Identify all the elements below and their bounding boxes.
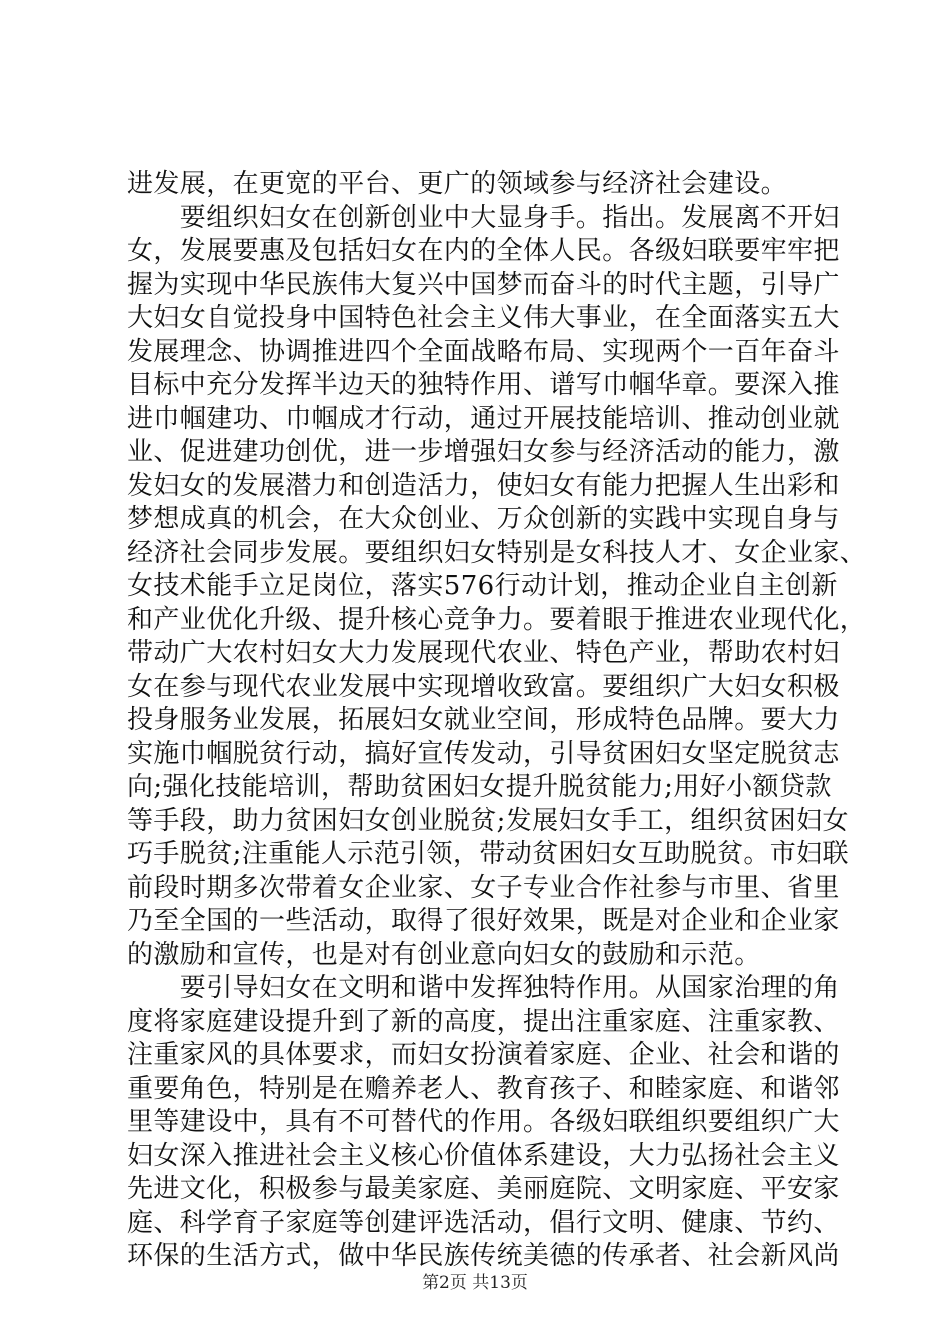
text-line: 梦想成真的机会，在大众创业、万众创新的实践中实现自身与 [127, 504, 840, 534]
text-line: 女，发展要惠及包括妇女在内的全体人民。各级妇联要牢牢把 [127, 236, 840, 266]
text-line: 女在参与现代农业发展中实现增收致富。要组织广大妇女积极 [127, 671, 840, 702]
page-number-footer: 第2页 共13页 [422, 1273, 528, 1293]
text-line: 投身服务业发展，拓展妇女就业空间，形成特色品牌。要大力 [127, 705, 840, 735]
text-line: 等手段，助力贫困妇女创业脱贫;发展妇女手工，组织贫困妇女 [127, 805, 849, 836]
text-line: 先进文化，积极参与最美家庭、美丽庭院、文明家庭、平安家 [127, 1174, 840, 1204]
text-line: 重要角色，特别是在赡养老人、教育孩子、和睦家庭、和谐邻 [127, 1073, 840, 1104]
text-line: 和产业优化升级、提升核心竞争力。要着眼于推进农业现代化， [127, 604, 867, 635]
text-line: 女技术能手立足岗位，落实576行动计划，推动企业自主创新 [127, 571, 838, 601]
text-line: 前段时期多次带着女企业家、女子专业合作社参与市里、省里 [127, 872, 840, 903]
text-line: 发妇女的发展潜力和创造活力，使妇女有能力把握人生出彩和 [127, 470, 840, 501]
text-line: 大妇女自觉投身中国特色社会主义伟大事业，在全面落实五大 [127, 303, 840, 333]
text-line: 乃至全国的一些活动，取得了很好效果，既是对企业和企业家 [127, 906, 840, 936]
text-line: 带动广大农村妇女大力发展现代农业、特色产业，帮助农村妇 [127, 638, 840, 668]
text-line: 妇女深入推进社会主义核心价值体系建设，大力弘扬社会主义 [127, 1140, 840, 1171]
text-line: 注重家风的具体要求，而妇女扮演着家庭、企业、社会和谐的 [127, 1040, 840, 1070]
text-line: 庭、科学育子家庭等创建评选活动，倡行文明、健康、节约、 [127, 1207, 840, 1238]
text-line: 目标中充分发挥半边天的独特作用、谱写巾帼华章。要深入推 [127, 370, 840, 400]
text-line: 要组织妇女在创新创业中大显身手。指出。发展离不开妇 [127, 202, 840, 233]
text-line: 握为实现中华民族伟大复兴中国梦而奋斗的时代主题，引导广 [127, 269, 840, 300]
text-line: 向;强化技能培训，帮助贫困妇女提升脱贫能力;用好小额贷款 [127, 772, 832, 802]
text-line: 的激励和宣传，也是对有创业意向妇女的鼓励和示范。 [127, 939, 761, 970]
text-line: 进巾帼建功、巾帼成才行动，通过开展技能培训、推动创业就 [127, 403, 840, 434]
text-line: 进发展，在更宽的平台、更广的领域参与经济社会建设。 [127, 169, 788, 199]
text-line: 业、促进建功创优，进一步增强妇女参与经济活动的能力，激 [127, 437, 840, 467]
text-line: 度将家庭建设提升到了新的高度，提出注重家庭、注重家教、 [127, 1006, 840, 1037]
text-line: 里等建设中，具有不可替代的作用。各级妇联组织要组织广大 [127, 1107, 840, 1137]
text-line: 实施巾帼脱贫行动，搞好宣传发动，引导贫困妇女坚定脱贫志 [127, 738, 840, 769]
body-text [127, 168, 867, 1274]
text-line: 发展理念、协调推进四个全面战略布局、实现两个一百年奋斗 [127, 336, 840, 367]
text-line: 要引导妇女在文明和谐中发挥独特作用。从国家治理的角 [127, 973, 840, 1003]
text-line: 环保的生活方式，做中华民族传统美德的传承者、社会新风尚 [127, 1241, 840, 1271]
text-line: 巧手脱贫;注重能人示范引领，带动贫困妇女互助脱贫。市妇联 [127, 839, 849, 869]
text-line: 经济社会同步发展。要组织妇女特别是女科技人才、女企业家、 [127, 537, 867, 568]
